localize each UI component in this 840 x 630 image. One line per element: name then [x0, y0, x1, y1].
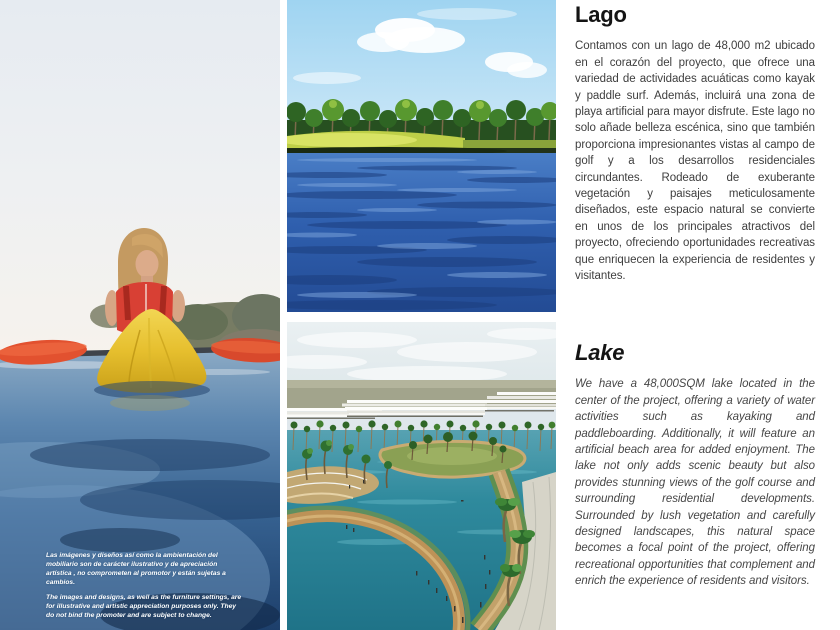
lake-palms-photo — [287, 0, 556, 312]
disclaimer-spanish: Las imágenes y diseños así como la ambientación del mobiliario son de carácter ilustrativo y de apreciación artística , no comprometen al promotor y están sujetas a cambios. — [46, 552, 226, 586]
masterplan-render-photo — [287, 322, 556, 630]
text-column — [575, 0, 815, 630]
kayak-photo-illustration — [0, 0, 280, 630]
lago-body: Contamos con un lago de 48,000 m2 ubicado en el corazón del proyecto, que ofrece una variedad de actividades acuáticas como kayak y paddle surf. Además, incluirá una zona de playa artificial para mayor disfrute. Este lago no solo añade belleza escénica, sino que también proporciona impresionantes vistas al campo de golf y a los desarrollos residenciales circundantes. Rodeado de exuberante vegetación y paisajes meticulosamente diseñados, este espacio natural se convierte en unos de los principales atractivos del proyecto, ofreciendo oportunidades recreativas que enriquecen la experiencia de residentes y visitantes. — [575, 40, 815, 283]
lago-title: Lago — [575, 2, 627, 27]
masterplan-render-illustration — [287, 322, 556, 630]
section-lake — [575, 340, 815, 590]
disclaimer-english: The images and designs, as well as the furniture settings, are for illustrative and artistic appreciation purposes only. They do not bind the promoter and are subject to change. — [46, 594, 242, 620]
kayak-photo — [0, 0, 280, 630]
lake-body: We have a 48,000SQM lake located in the center of the project, offering a variety of water activities such as kayaking and paddleboarding. Additionally, it will feature an artificial beach area for added enjoyment. The lake not only adds scenic beauty but also provides stunning views of the golf course and surrounding residential developments. Surrounded by lush vegetation and carefully designed landscapes, this natural space becomes a focal point of the project, offering recreational opportunities that complement and enrich the experience of residents and visitors. — [575, 378, 815, 588]
lake-palms-illustration — [287, 0, 556, 312]
section-lago — [575, 2, 815, 284]
lake-title: Lake — [575, 340, 625, 365]
disclaimer — [46, 552, 242, 628]
